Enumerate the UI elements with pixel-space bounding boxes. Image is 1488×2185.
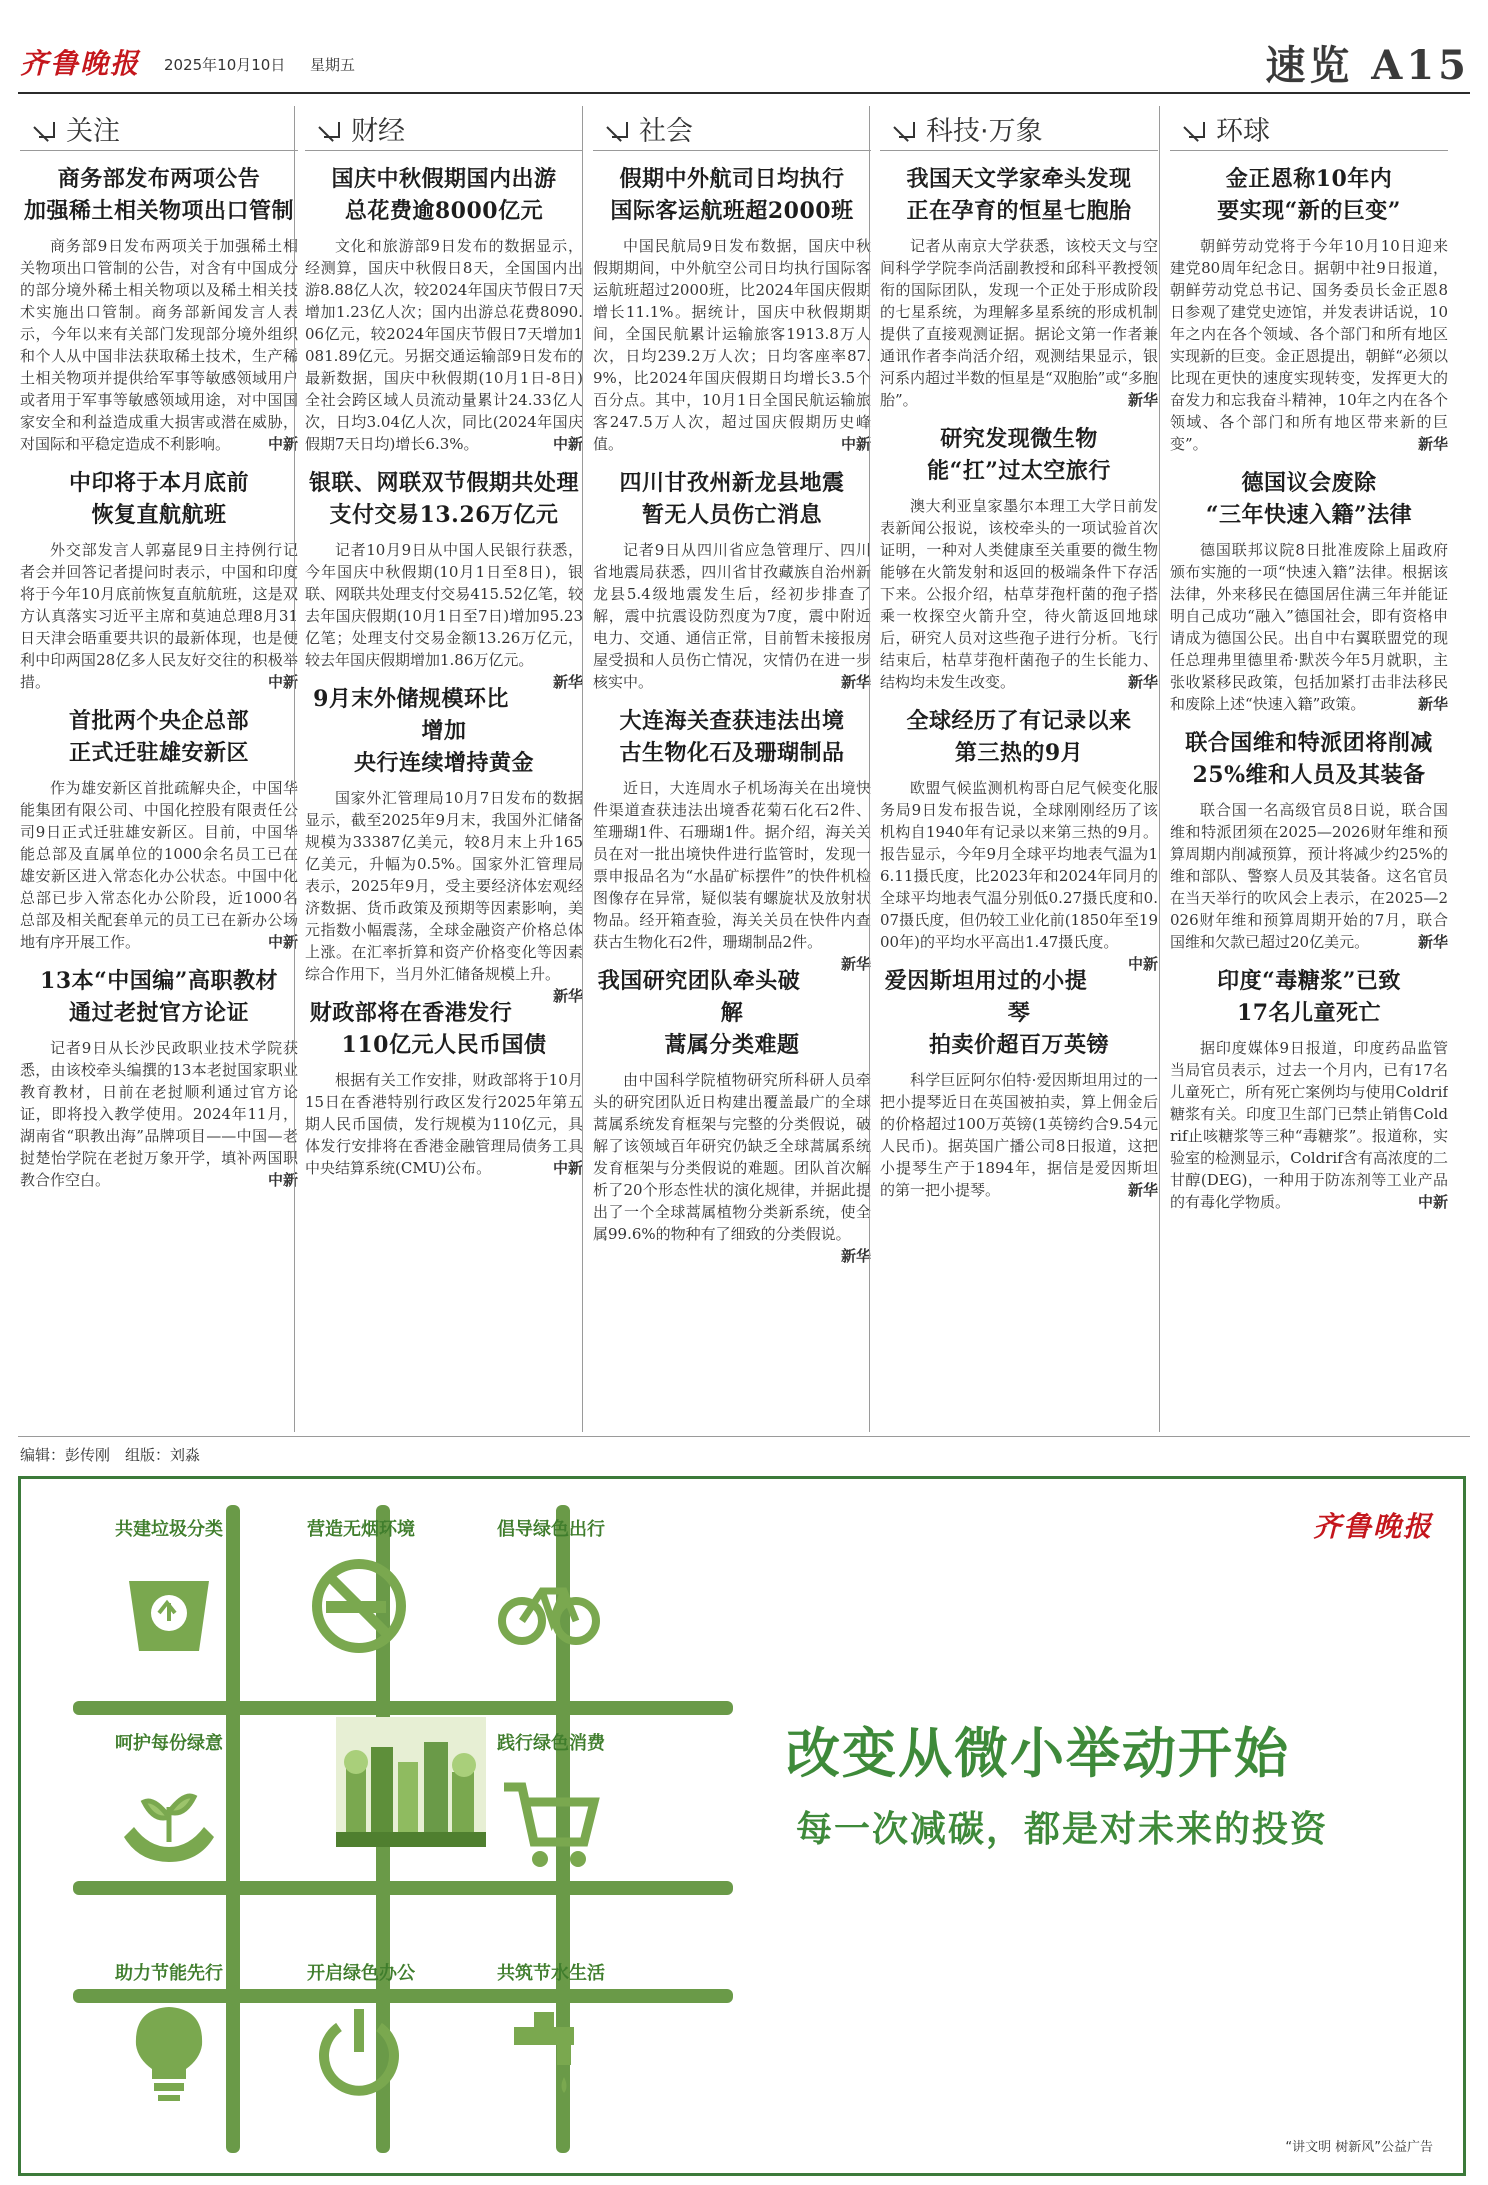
article-text: 朝鲜劳动党将于今年10月10日迎来建党80周年纪念日。据朝中社9日报道，朝鲜劳动党总书记、国务委员长金正恩8日参观了建党史迹馆，并发表讲话说，10年之内在各个领域、各个部门和所有地区实现新的巨变。金正恩提出，朝鲜“必须以比现在更快的速度实现转变，发挥更大的奋发力和忘我奋斗精神，10年之内在各个领域、各个部门和所有地区带来新的巨变”。 xyxy=(1170,237,1448,453)
article-text: 澳大利亚皇家墨尔本理工大学日前发表新闻公报说，该校牵头的一项试验首次证明，一种对人类健康至关重要的微生物能够在火箭发射和返回的极端条件下存活下来。公报介绍，枯草芽孢杆菌的孢子搭乘一枚探空火箭升空，待火箭返回地球后，研究人员对这些孢子进行分析。飞行结束后，枯草芽孢杆菌孢子的生长能力、结构均未发生改变。 xyxy=(880,497,1158,691)
headline-line: 大连海关查获违法出境 xyxy=(619,708,845,734)
headline-line: 央行连续增持黄金 xyxy=(353,750,534,776)
article-source: 中新 xyxy=(267,1171,298,1189)
article-body xyxy=(20,235,298,455)
footer-rule xyxy=(18,1436,1470,1437)
green-city-illustration xyxy=(336,1717,486,1847)
headline-line: 古生物化石及珊瑚制品 xyxy=(619,740,845,766)
article-headline xyxy=(880,965,1158,1061)
article-source: 新华 xyxy=(1417,695,1448,713)
column-header xyxy=(880,106,1158,151)
headline-line: 中印将于本月底前 xyxy=(68,470,249,496)
news-column xyxy=(20,106,298,1432)
article-headline xyxy=(305,683,583,779)
headline-line: 能“扛”过太空旅行 xyxy=(927,458,1111,484)
headline-line: 首批两个央企总部 xyxy=(68,708,249,734)
headline-line: 我国天文学家牵头发现 xyxy=(906,166,1132,192)
article-text: 外交部发言人郭嘉昆9日主持例行记者会并回答记者提问时表示，中国和印度将于今年10月底前恢复直航航班，这是双方认真落实习近平主席和莫迪总理8月31日天津会晤重要共识的最新体现，也是便利中印两国28亿多人民友好交往的积极举措。 xyxy=(20,541,298,691)
article-source: 中新 xyxy=(267,435,298,453)
article-text: 联合国一名高级官员8日说，联合国维和特派团须在2025—2026财年维和预算周期内削减预算，预计将减少约25%的维和部队、警察人员及其装备。这名官员在当天举行的吹风会上表示，在2025—2026财年维和预算周期开始的7月，联合国维和欠款已超过20亿美元。 xyxy=(1170,801,1448,951)
bicycle-icon xyxy=(494,1551,604,1661)
headline-line: 正式迁驻雄安新区 xyxy=(68,740,249,766)
article-source: 新华 xyxy=(1127,1181,1158,1199)
article-body xyxy=(1170,539,1448,715)
lightbulb-icon xyxy=(114,1997,224,2107)
article-source: 新华 xyxy=(840,955,871,973)
news-article xyxy=(880,163,1158,411)
headline-line: 假期中外航司日均执行 xyxy=(619,166,845,192)
article-body xyxy=(305,235,583,455)
news-article xyxy=(305,467,583,691)
article-source: 中新 xyxy=(1417,1193,1448,1211)
article-text: 记者9日从四川省应急管理厅、四川省地震局获悉，四川省甘孜藏族自治州新龙县5.4级地震发生后，经初步排查了解，震中抗震设防烈度为7度，震中附近电力、交通、通信正常，目前暂未接报房屋受损和人员伤亡情况，灾情仍在进一步核实中。 xyxy=(593,541,871,691)
masthead xyxy=(18,0,1470,94)
article-text: 德国联邦议院8日批准废除上届政府颁布实施的一项“快速入籍”法律。根据该法律，外来移民在德国居住满三年并能证明自己成功“融入”德国社会，即有资格申请成为德国公民。出自中右翼联盟党的现任总理弗里德里希·默茨今年5月就职，主张收紧移民政策，包括加紧打击非法移民和废除上述“快速入籍”政策。 xyxy=(1170,541,1448,713)
article-headline xyxy=(880,705,1158,769)
article-headline xyxy=(1170,467,1448,531)
column-title: 科技·万象 xyxy=(926,115,1043,147)
ad-grid-line xyxy=(73,1701,733,1715)
article-headline xyxy=(880,163,1158,227)
article-text: 据印度媒体9日报道，印度药品监管当局官员表示，过去一个月内，已有17名儿童死亡，所有死亡案例均与使用Coldrif糖浆有关。印度卫生部门已禁止销售Coldrif止咳糖浆等三种“毒糖浆”。报道称，实验室的检测显示，Coldrif含有高浓度的二甘醇(DEG)，一种用于防冻剂等工业产品的有毒化学物质。 xyxy=(1170,1039,1448,1211)
news-article xyxy=(20,163,298,455)
article-headline xyxy=(593,705,871,769)
headline-line: 正在孕育的恒星七胞胎 xyxy=(906,198,1132,224)
column-header xyxy=(593,106,871,151)
power-icon xyxy=(304,1997,414,2107)
article-text: 中国民航局9日发布数据，国庆中秋假期期间，中外航空公司日均执行国际客运航班超过2000班，比2024年国庆假期增长11.1%。据统计，国庆中秋假期期间，全国民航累计运输旅客1913.8万人次，日均239.2万人次；日均客座率87.9%，比2024年国庆假期日均增长3.5个百分点。其中，10月1日全国民航运输旅客247.5万人次，超过国庆假期历史峰值。 xyxy=(593,237,871,453)
article-source: 新华 xyxy=(552,673,583,691)
headline-line: 110亿元人民币国债 xyxy=(341,1032,547,1058)
headline-line: 联合国维和特派团将削减 xyxy=(1185,730,1433,756)
news-article xyxy=(1170,965,1448,1213)
headline-line: 爱因斯坦用过的小提琴 xyxy=(884,968,1088,1026)
news-article xyxy=(20,705,298,953)
article-source: 新华 xyxy=(1127,391,1158,409)
ad-label-smokefree: 营造无烟环境 xyxy=(307,1519,415,1540)
issue-date: 2025年10月10日 xyxy=(164,56,286,74)
column-title: 环球 xyxy=(1216,115,1270,147)
ad-label-greenery: 呵护每份绿意 xyxy=(115,1733,223,1754)
headline-line: 暂无人员伤亡消息 xyxy=(641,502,822,528)
article-body xyxy=(880,1069,1158,1201)
ad-label-water-saving: 共筑节水生活 xyxy=(497,1963,605,1984)
article-body xyxy=(20,777,298,953)
article-text: 商务部9日发布两项关于加强稀土相关物项出口管制的公告，对含有中国成分的部分境外稀土相关物项以及稀土相关技术实施出口管制。商务部新闻发言人表示，今年以来有关部门发现部分境外组织和个人从中国非法获取稀土技术，生产稀土相关物项并提供给军事等敏感领域用户或者用于军事等敏感领域用途，对中国国家安全和利益造成重大损害或潜在威胁，对国际和平稳定造成不利影响。 xyxy=(20,237,298,453)
news-column xyxy=(880,106,1158,1432)
editor-credit: 编辑：彭传刚 组版：刘淼 xyxy=(20,1446,201,1464)
column-divider xyxy=(869,106,870,1432)
article-source: 新华 xyxy=(840,673,871,691)
column-title: 关注 xyxy=(66,115,120,147)
column-header xyxy=(305,106,583,151)
news-column xyxy=(593,106,871,1432)
article-text: 近日，大连周水子机场海关在出境快件渠道查获违法出境香花菊石化石2件、笙珊瑚1件、石珊瑚1件。据介绍，海关关员在对一批出境快件进行监管时，发现一票申报品名为“水晶矿标摆件”的快件机检图像存在异常，疑似装有螺旋状及放射状物品。经开箱查验，海关关员在快件内查获古生物化石2件，珊瑚制品2件。 xyxy=(593,779,871,951)
water-tap-icon xyxy=(494,1997,604,2107)
news-article xyxy=(880,705,1158,973)
headline-line: 蒿属分类难题 xyxy=(664,1032,800,1058)
ad-grid-line xyxy=(73,1881,733,1895)
ad-label-green-consumption: 践行绿色消费 xyxy=(497,1733,605,1754)
news-column xyxy=(305,106,583,1432)
column-divider xyxy=(582,106,583,1432)
headline-line: 德国议会废除 xyxy=(1241,470,1377,496)
news-article xyxy=(1170,727,1448,953)
news-article xyxy=(593,163,871,455)
column-title: 财经 xyxy=(351,115,405,147)
headline-line: 9月末外储规模环比增加 xyxy=(313,686,509,744)
article-body xyxy=(305,787,583,1005)
shopping-cart-icon xyxy=(494,1767,604,1877)
article-source: 中新 xyxy=(1127,955,1158,973)
article-text: 科学巨匠阿尔伯特·爱因斯坦用过的一把小提琴近日在英国被拍卖，算上佣金后的价格超过100万英镑(1英镑约合9.54元人民币)。据英国广播公司8日报道，这把小提琴生产于1894年，据信是爱因斯坦的第一把小提琴。 xyxy=(880,1071,1158,1199)
article-headline xyxy=(305,163,583,227)
ad-logo: 齐鲁晚报 xyxy=(1312,1510,1433,1543)
headline-line: 25%维和人员及其装备 xyxy=(1192,762,1426,788)
article-text: 作为雄安新区首批疏解央企，中国华能集团有限公司、中国化控股有限责任公司9日正式迁驻雄安新区。目前，中国华能总部及直属单位的1000余名员工已在雄安新区进入常态化办公状态。中国中化总部已步入常态化办公阶段，近1000名总部及相关配套单元的员工已在新办公场地有序开展工作。 xyxy=(20,779,298,951)
headline-line: 总花费逾8000亿元 xyxy=(344,198,544,224)
news-column xyxy=(1170,106,1448,1432)
news-article xyxy=(593,467,871,693)
column-divider xyxy=(294,106,295,1432)
headline-line: 加强稀土相关物项出口管制 xyxy=(23,198,294,224)
headline-line: 支付交易13.26万亿元 xyxy=(329,502,559,528)
column-title: 社会 xyxy=(639,115,693,147)
article-source: 中新 xyxy=(267,933,298,951)
headline-line: 财政部将在香港发行 xyxy=(309,1000,513,1026)
news-article xyxy=(593,705,871,973)
public-service-ad xyxy=(18,1476,1466,2176)
article-headline xyxy=(1170,727,1448,791)
news-article xyxy=(1170,163,1448,455)
article-body xyxy=(593,777,871,973)
article-text: 欧盟气候监测机构哥白尼气候变化服务局9日发布报告说，全球刚刚经历了该机构自1940年有记录以来第三热的9月。报告显示，今年9月全球平均地表气温为16.11摄氏度，比2023年和2024年同月的全球平均地表气温分别低0.27摄氏度和0.07摄氏度，但仍较工业化前(1850年至1900年)的平均水平高出1.47摄氏度。 xyxy=(880,779,1158,951)
arrow-down-right-icon xyxy=(1184,117,1206,139)
news-article xyxy=(880,965,1158,1201)
headline-line: 四川甘孜州新龙县地震 xyxy=(619,470,845,496)
article-text: 文化和旅游部9日发布的数据显示，经测算，国庆中秋假日8天，全国国内出游8.88亿人次，较2024年国庆节假日7天增加1.23亿人次；国内出游总花费8090.06亿元，较2024年国庆节假日7天增加1081.89亿元。另据交通运输部9日发布的最新数据，国庆中秋假期(10月1日-8日)全社会跨区域人员流动量累计24.33亿人次，日均3.04亿人次，同比(2024年国庆假期7天日均)增长6.3%。 xyxy=(305,237,583,453)
article-source: 中新 xyxy=(552,435,583,453)
article-body xyxy=(880,235,1158,411)
ad-label-garbage: 共建垃圾分类 xyxy=(115,1519,223,1540)
arrow-down-right-icon xyxy=(319,117,341,139)
article-source: 中新 xyxy=(552,1159,583,1177)
headline-line: 银联、网联双节假期共处理 xyxy=(308,470,579,496)
article-body xyxy=(20,1037,298,1191)
column-header xyxy=(20,106,298,151)
ad-grid-line xyxy=(226,1505,240,2153)
hands-plant-icon xyxy=(114,1767,224,1877)
headline-line: 要实现“新的巨变” xyxy=(1217,198,1401,224)
headline-line: 通过老挝官方论证 xyxy=(68,1000,249,1026)
ad-subslogan: 每一次减碳，都是对未来的投资 xyxy=(796,1808,1329,1850)
headline-line: 13本“中国编”高职教材 xyxy=(40,968,278,994)
article-source: 新华 xyxy=(1127,673,1158,691)
article-text: 由中国科学院植物研究所科研人员牵头的研究团队近日构建出覆盖最广的全球蒿属系统发育框架与完整的分类假说，破解了该领域百年研究仍缺乏全球蒿属系统发育框架与分类假说的难题。团队首次解析了20个形态性状的演化规律，并据此提出了一个全球蒿属植物分类新系统，使全属99.6%的物种有了细致的分类假说。 xyxy=(593,1071,871,1243)
article-headline xyxy=(593,163,871,227)
article-body xyxy=(1170,1037,1448,1213)
article-text: 记者10月9日从中国人民银行获悉，今年国庆中秋假期(10月1日至8日)，银联、网联共处理支付交易415.52亿笔，较去年国庆假期(10月1日至7日)增加95.23亿笔；处理支付交易金额13.26万亿元，较去年国庆假期增加1.86万亿元。 xyxy=(305,541,583,669)
article-source: 新华 xyxy=(1417,933,1448,951)
article-source: 新华 xyxy=(1417,435,1448,453)
news-article xyxy=(20,965,298,1191)
column-divider xyxy=(1159,106,1160,1432)
article-body xyxy=(593,1069,871,1265)
article-body xyxy=(305,539,583,691)
headline-line: 17名儿童死亡 xyxy=(1236,1000,1382,1026)
ad-label-green-travel: 倡导绿色出行 xyxy=(497,1519,605,1540)
headline-line: “三年快速入籍”法律 xyxy=(1205,502,1413,528)
article-source: 中新 xyxy=(840,435,871,453)
article-headline xyxy=(593,965,871,1061)
arrow-down-right-icon xyxy=(607,117,629,139)
article-headline xyxy=(20,705,298,769)
arrow-down-right-icon xyxy=(34,117,56,139)
article-body xyxy=(305,1069,583,1179)
news-article xyxy=(305,997,583,1179)
headline-line: 国际客运航班超2000班 xyxy=(610,198,854,224)
headline-line: 恢复直航航班 xyxy=(91,502,227,528)
masthead-rule xyxy=(18,92,1470,94)
headline-line: 第三热的9月 xyxy=(954,740,1084,766)
recycle-basket-icon xyxy=(114,1551,224,1661)
news-article xyxy=(305,163,583,455)
article-source: 新华 xyxy=(840,1247,871,1265)
article-body xyxy=(20,539,298,693)
article-text: 记者9日从长沙民政职业技术学院获悉，由该校牵头编撰的13本老挝国家职业教育教材，日前在老挝顺利通过官方论证，即将投入教学使用。2024年11月，湖南省“职教出海”品牌项目——中国—老挝楚怡学院在老挝万象开学，填补两国职教合作空白。 xyxy=(20,1039,298,1189)
news-article xyxy=(20,467,298,693)
headline-line: 我国研究团队牵头破解 xyxy=(597,968,801,1026)
article-source: 中新 xyxy=(267,673,298,691)
article-headline xyxy=(305,467,583,531)
news-article xyxy=(305,683,583,1005)
section-page-label: 速览 A15 xyxy=(1265,42,1470,89)
article-body xyxy=(593,235,871,455)
article-source: 新华 xyxy=(552,987,583,1005)
headline-line: 拍卖价超百万英镑 xyxy=(928,1032,1109,1058)
article-headline xyxy=(593,467,871,531)
headline-line: 印度“毒糖浆”已致 xyxy=(1217,968,1401,994)
article-headline xyxy=(1170,163,1448,227)
headline-line: 全球经历了有记录以来 xyxy=(906,708,1132,734)
headline-line: 金正恩称10年内 xyxy=(1225,166,1393,192)
arrow-down-right-icon xyxy=(894,117,916,139)
news-article xyxy=(880,423,1158,693)
article-body xyxy=(880,777,1158,973)
ad-label-energy-saving: 助力节能先行 xyxy=(115,1963,223,1984)
issue-weekday: 星期五 xyxy=(310,56,356,74)
article-headline xyxy=(20,965,298,1029)
article-headline xyxy=(880,423,1158,487)
ad-slogan: 改变从微小举动开始 xyxy=(786,1721,1290,1785)
article-headline xyxy=(1170,965,1448,1029)
headline-line: 商务部发布两项公告 xyxy=(57,166,261,192)
headline-line: 研究发现微生物 xyxy=(940,426,1098,452)
article-headline xyxy=(20,467,298,531)
article-body xyxy=(593,539,871,693)
article-body xyxy=(1170,235,1448,455)
article-text: 国家外汇管理局10月7日发布的数据显示，截至2025年9月末，我国外汇储备规模为33387亿美元，较8月末上升165亿美元，升幅为0.5%。国家外汇管理局表示，2025年9月，受主要经济体宏观经济数据、货币政策及预期等因素影响，美元指数小幅震荡，全球金融资产价格总体上涨。在汇率折算和资产价格变化等因素综合作用下，当月外汇储备规模上升。 xyxy=(305,789,583,983)
article-body xyxy=(880,495,1158,693)
newspaper-logo: 齐鲁晚报 xyxy=(20,47,141,80)
article-text: 记者从南京大学获悉，该校天文与空间科学学院李尚活副教授和邱科平教授领衔的国际团队，发现一个正处于形成阶段的七星系统，为理解多星系统的形成机制提供了直接观测证据。据论文第一作者兼通讯作者李尚活介绍，观测结果显示，银河系内超过半数的恒星是“双胞胎”或“多胞胎”。 xyxy=(880,237,1158,409)
news-article xyxy=(1170,467,1448,715)
news-article xyxy=(593,965,871,1265)
column-header xyxy=(1170,106,1448,151)
article-text: 根据有关工作安排，财政部将于10月15日在香港特别行政区发行2025年第五期人民币国债，发行规模为110亿元，具体发行安排将在香港金融管理局债务工具中央结算系统(CMU)公布。 xyxy=(305,1071,583,1177)
article-headline xyxy=(20,163,298,227)
article-body xyxy=(1170,799,1448,953)
ad-credit: “讲文明 树新风”公益广告 xyxy=(1285,2140,1433,2155)
no-smoking-icon xyxy=(304,1551,414,1661)
headline-line: 国庆中秋假期国内出游 xyxy=(331,166,557,192)
ad-label-green-office: 开启绿色办公 xyxy=(307,1963,415,1984)
